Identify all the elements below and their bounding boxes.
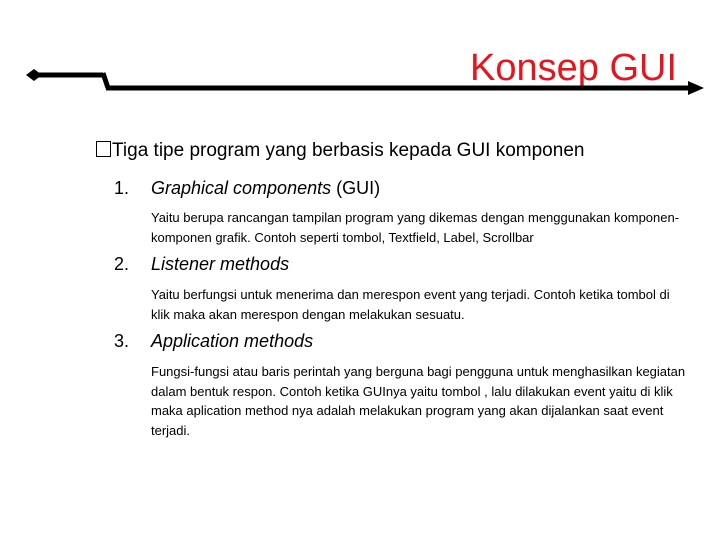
item-number: 3. xyxy=(114,331,130,351)
item-heading-1 xyxy=(114,177,380,199)
arrowhead-icon xyxy=(688,81,704,95)
item-name: Listener methods xyxy=(151,254,290,274)
slide-title: Konsep GUI xyxy=(470,47,677,89)
item-number: 2. xyxy=(114,254,130,274)
item-description-3: Fungsi-fungsi atau baris perintah yang berguna bagi pengguna untuk menghasilkan kegiatan dalam bentuk respon. Contoh ketika GUInya yaitu tombol , lalu dilakukan event yaitu di klik maka aplication method nya adalah melakukan program yang akan dijalankan saat event terjadi. xyxy=(151,364,686,438)
item-name: Graphical components xyxy=(151,178,332,198)
title-rule-arrow-icon xyxy=(0,60,720,110)
item-heading-2 xyxy=(114,253,289,275)
item-description-1: Yaitu berupa rancangan tampilan program yang dikemas dengan menggunakan komponen-komponen grafik. Contoh seperti tombol, Textfield, Label, Scrollbar xyxy=(151,210,680,245)
item-name: Application methods xyxy=(151,331,314,351)
item-number: 1. xyxy=(114,178,130,198)
intro-line xyxy=(96,139,584,163)
item-heading-3 xyxy=(114,330,313,352)
intro-text: Tiga tipe program yang berbasis kepada GUI komponen xyxy=(112,140,585,161)
item-suffix: (GUI) xyxy=(331,178,381,198)
item-description-2: Yaitu berfungsi untuk menerima dan merespon event yang terjadi. Contoh ketika tombol di klik maka akan merespon dengan melakukan sesuatu. xyxy=(151,287,670,322)
bullet-square-icon xyxy=(96,141,111,157)
